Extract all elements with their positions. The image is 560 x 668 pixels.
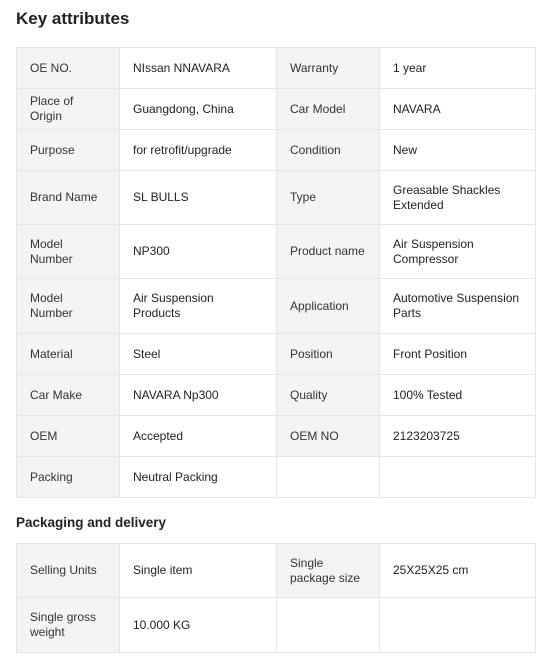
- attribute-label: Car Make: [17, 375, 120, 416]
- table-row: [17, 598, 536, 653]
- empty-cell: [380, 598, 536, 653]
- attribute-label: Material: [17, 334, 120, 375]
- attribute-label: Product name: [277, 225, 380, 279]
- attribute-label: Quality: [277, 375, 380, 416]
- attribute-value: for retrofit/upgrade: [120, 130, 277, 171]
- attribute-value: NP300: [120, 225, 277, 279]
- attribute-value: Air Suspension Products: [120, 279, 277, 334]
- table-row: [17, 130, 536, 171]
- attribute-label: Single package size: [277, 544, 380, 598]
- attribute-value: NAVARA: [380, 89, 536, 130]
- packaging-table: [16, 543, 536, 653]
- table-row: [17, 544, 536, 598]
- table-row: [17, 171, 536, 225]
- attribute-label: Purpose: [17, 130, 120, 171]
- attribute-value: Guangdong, China: [120, 89, 277, 130]
- attribute-value: 10.000 KG: [120, 598, 277, 653]
- attribute-value: 25X25X25 cm: [380, 544, 536, 598]
- table-row: [17, 89, 536, 130]
- attribute-label: Place of Origin: [17, 89, 120, 130]
- attribute-value: Neutral Packing: [120, 457, 277, 498]
- attribute-value: SL BULLS: [120, 171, 277, 225]
- key-attributes-title: Key attributes: [16, 9, 130, 28]
- attribute-value: 2123203725: [380, 416, 536, 457]
- attribute-label: Model Number: [17, 279, 120, 334]
- attribute-label: Application: [277, 279, 380, 334]
- attribute-value: Air Suspension Compressor: [380, 225, 536, 279]
- attribute-value: New: [380, 130, 536, 171]
- attribute-label: Warranty: [277, 48, 380, 89]
- attribute-label: OEM: [17, 416, 120, 457]
- attribute-value: 1 year: [380, 48, 536, 89]
- empty-cell: [277, 457, 380, 498]
- attribute-value: Greasable Shackles Extended: [380, 171, 536, 225]
- attribute-label: Car Model: [277, 89, 380, 130]
- key-attributes-table: [16, 47, 536, 498]
- attribute-value: Automotive Suspension Parts: [380, 279, 536, 334]
- table-row: [17, 416, 536, 457]
- empty-cell: [380, 457, 536, 498]
- attribute-value: 100% Tested: [380, 375, 536, 416]
- table-row: [17, 334, 536, 375]
- attribute-label: Brand Name: [17, 171, 120, 225]
- attribute-label: OEM NO: [277, 416, 380, 457]
- attribute-value: Front Position: [380, 334, 536, 375]
- attribute-value: Single item: [120, 544, 277, 598]
- empty-cell: [277, 598, 380, 653]
- attribute-label: Position: [277, 334, 380, 375]
- attribute-label: Condition: [277, 130, 380, 171]
- attribute-value: NAVARA Np300: [120, 375, 277, 416]
- packaging-title: Packaging and delivery: [16, 515, 167, 530]
- attribute-label: OE NO.: [17, 48, 120, 89]
- table-row: [17, 457, 536, 498]
- attribute-label: Type: [277, 171, 380, 225]
- attribute-label: Selling Units: [17, 544, 120, 598]
- attribute-label: Packing: [17, 457, 120, 498]
- table-row: [17, 279, 536, 334]
- attribute-label: Model Number: [17, 225, 120, 279]
- attribute-value: Steel: [120, 334, 277, 375]
- attribute-value: NIssan NNAVARA: [120, 48, 277, 89]
- table-row: [17, 225, 536, 279]
- table-row: [17, 48, 536, 89]
- attribute-label: Single gross weight: [17, 598, 120, 653]
- attribute-value: Accepted: [120, 416, 277, 457]
- table-row: [17, 375, 536, 416]
